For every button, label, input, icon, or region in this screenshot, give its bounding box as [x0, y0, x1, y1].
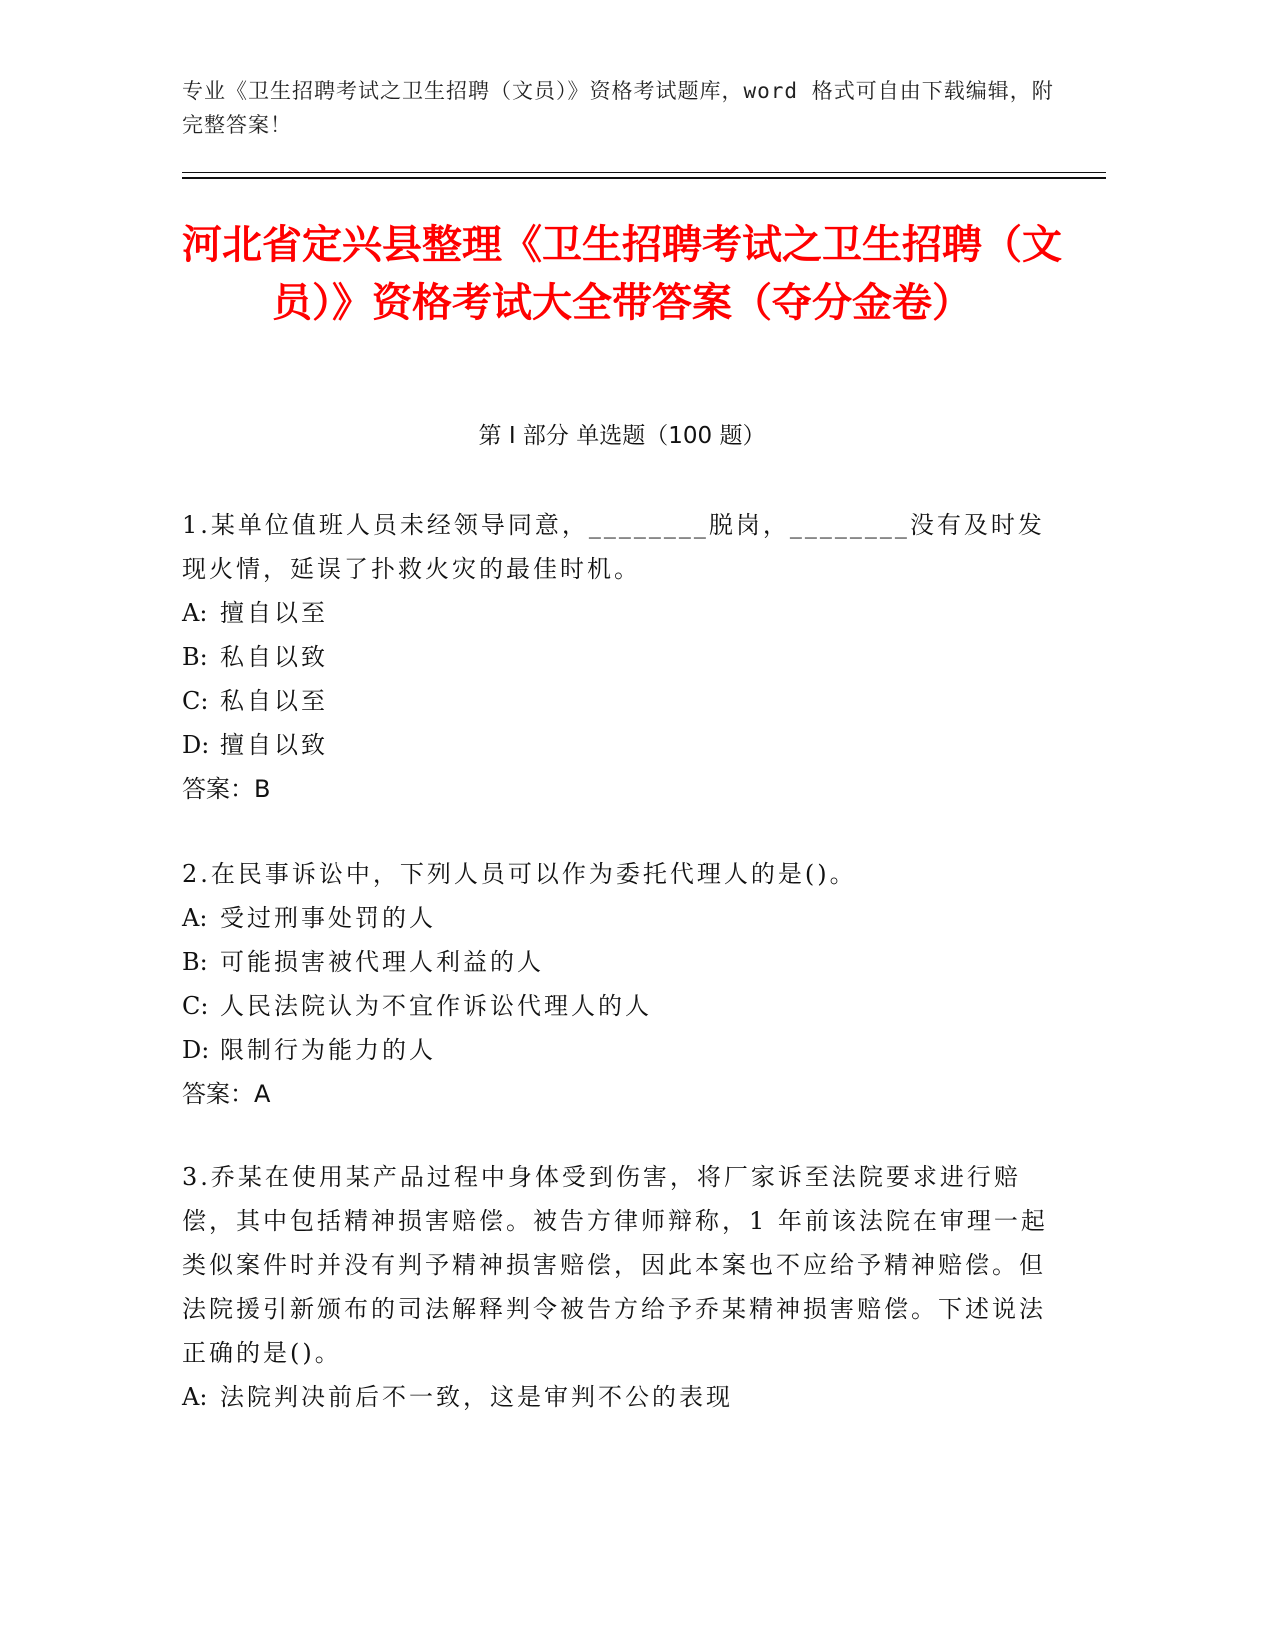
option-key: A: [182, 904, 208, 932]
option-key: D: [182, 731, 210, 759]
answer-line: 答案：B [182, 775, 271, 803]
option-key: A: [182, 599, 208, 627]
question-stem: 2.在民事诉讼中，下列人员可以作为委托代理人的是()。 [182, 860, 857, 888]
option-key: C: [182, 992, 209, 1020]
option-d [182, 723, 1062, 767]
option-text: 人民法院认为不宜作诉讼代理人的人 [220, 992, 652, 1020]
option-text: 法院判决前后不一致，这是审判不公的表现 [220, 1383, 733, 1411]
option-key: D: [182, 1036, 210, 1064]
option-text: 擅自以至 [220, 599, 328, 627]
option-c [182, 679, 1062, 723]
option-b [182, 635, 1062, 679]
document-title: 河北省定兴县整理《卫生招聘考试之卫生招聘（文员）》资格考试大全带答案（夺分金卷） [182, 222, 1062, 326]
option-text: 限制行为能力的人 [220, 1036, 436, 1064]
question-stem: 3.乔某在使用某产品过程中身体受到伤害，将厂家诉至法院要求进行赔偿，其中包括精神损害赔偿。被告方律师辩称，1 年前该法院在审理一起类似案件时并没有判予精神损害赔偿，因此本案也不应给予精神赔偿。但法院援引新颁布的司法解释判令被告方给予乔某精神损害赔偿。下述说法正确的是()。 [182, 1163, 1048, 1367]
option-text: 可能损害被代理人利益的人 [220, 948, 544, 976]
question-stem: 1.某单位值班人员未经领导同意，________脱岗，________没有及时发现火情，延误了扑救火灾的最佳时机。 [182, 511, 1045, 583]
option-key: B: [182, 948, 208, 976]
option-c [182, 984, 1062, 1028]
option-text: 擅自以致 [220, 731, 328, 759]
header-note: 专业《卫生招聘考试之卫生招聘（文员）》资格考试题库，word 格式可自由下载编辑，附完整答案！ [182, 79, 1054, 137]
header-divider-thick [182, 177, 1106, 179]
section-title: 第 I 部分 单选题（100 题） [478, 423, 766, 449]
option-key: A: [182, 1383, 208, 1411]
option-key: B: [182, 643, 208, 671]
question-2 [182, 852, 1062, 1116]
option-d [182, 1028, 1062, 1072]
option-text: 私自以至 [220, 687, 328, 715]
answer-line: 答案：A [182, 1080, 271, 1108]
option-a [182, 1375, 1062, 1419]
option-a [182, 591, 1062, 635]
header-divider-thin [182, 172, 1106, 173]
option-b [182, 940, 1062, 984]
option-key: C: [182, 687, 209, 715]
option-text: 受过刑事处罚的人 [220, 904, 436, 932]
option-a [182, 896, 1062, 940]
question-1 [182, 503, 1062, 811]
question-3 [182, 1155, 1062, 1419]
option-text: 私自以致 [220, 643, 328, 671]
